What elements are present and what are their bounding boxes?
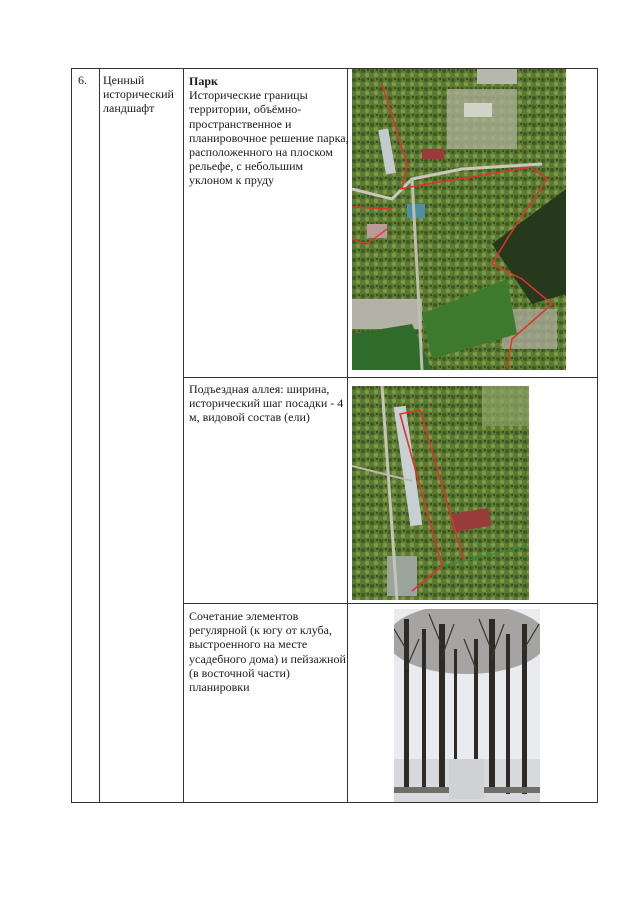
park-text: Исторические границы территории, объёмно-пространственное и планировочное решение парка, расположенного на плоском рельефе, с небольшим уклоном к пруду — [189, 88, 349, 188]
park-description — [189, 74, 349, 188]
row-number: 6. — [78, 73, 87, 87]
column-divider — [99, 69, 100, 802]
winter-trees-photo — [394, 609, 540, 802]
alley-description — [189, 382, 349, 425]
row-divider — [183, 377, 597, 378]
layout-text: Сочетание элементов регулярной (к югу от клуба, выстроенного на месте усадебного дома) и пейзажной (в восточной части) планировки — [189, 609, 346, 695]
map-area-label: 2 — [464, 212, 471, 224]
layout-description — [189, 609, 349, 694]
park-title: Парк — [189, 74, 218, 88]
criterion-label: Ценный исторический ландшафт — [103, 73, 174, 116]
alley-text: Подъездная аллея: ширина, исторический шаг посадки - 4 м, видовой состав (ели) — [189, 382, 344, 425]
row-divider — [183, 603, 597, 604]
column-divider — [183, 69, 184, 802]
heritage-table — [71, 68, 598, 803]
aerial-park-map — [352, 69, 566, 370]
aerial-alley-map — [352, 386, 529, 600]
